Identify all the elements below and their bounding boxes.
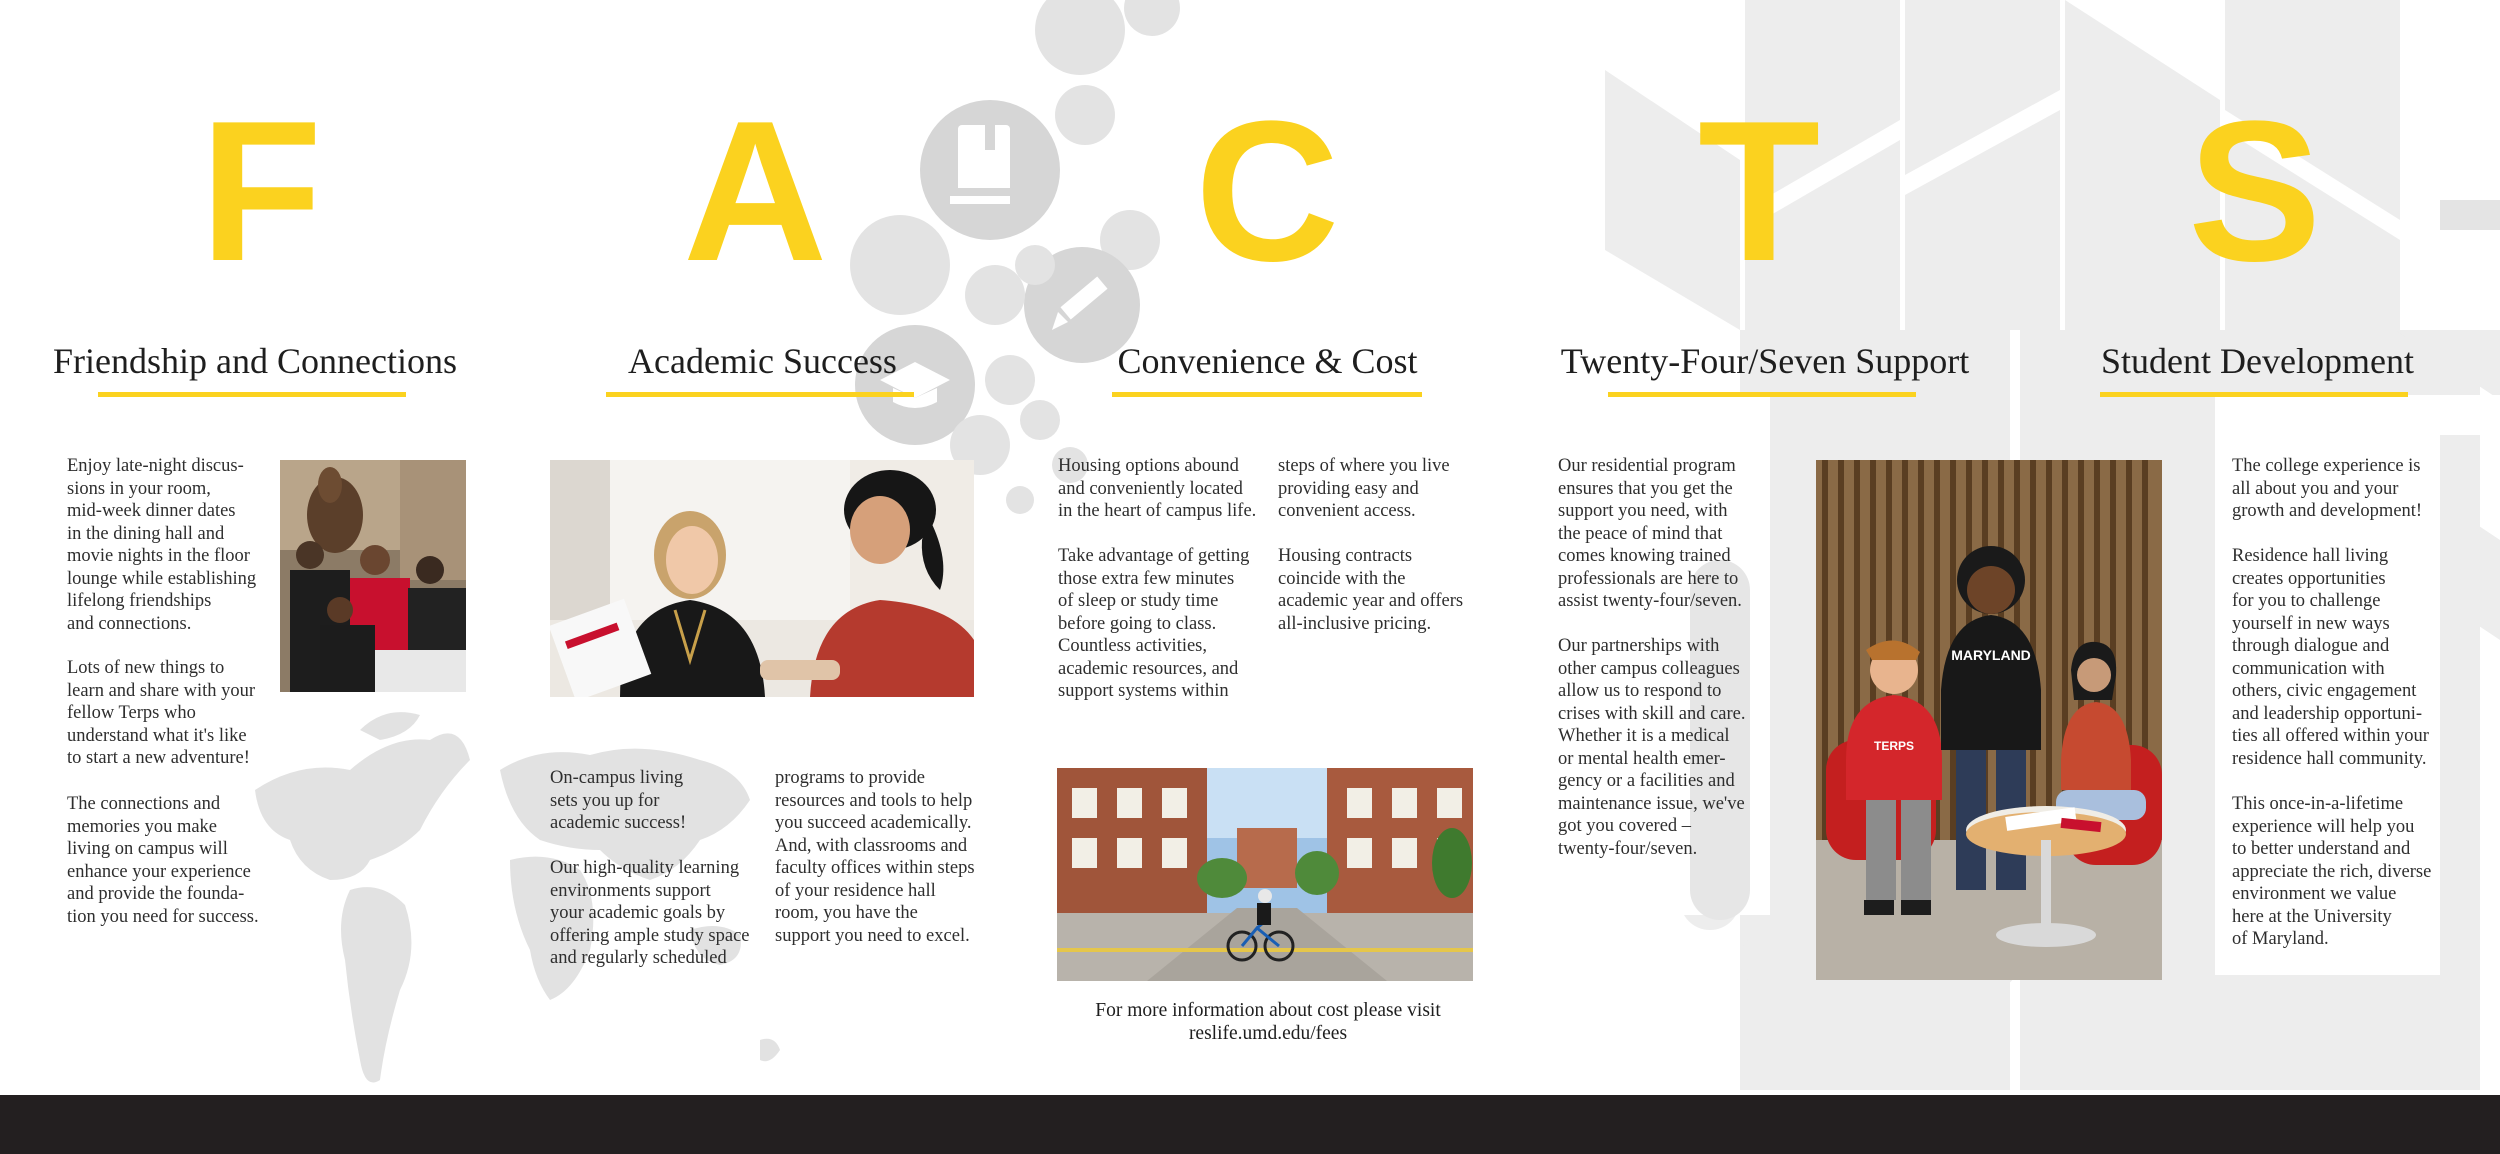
cost-info-text: For more information about cost please visit [1095,1000,1441,1021]
facts-letter-a: A [683,80,828,303]
academic-col1-paragraph-2: Our high-quality learning environments support your academic goals by offering ample study space and regularly scheduled [550,858,750,968]
title-underline [1112,392,1422,397]
section-title-friendship: Friendship and Connections [53,341,457,381]
cost-info-link[interactable]: reslife.umd.edu/fees [1188,1023,1348,1044]
photo-advisor-meeting [550,460,974,697]
academic-col2-paragraph: programs to provide resources and tools to help you succeed academically. And, with classrooms and faculty offices within steps of your residence hall room, you have the support you need to excel. [775,768,975,946]
development-paragraph-3: This once-in-a-lifetime experience will help you to better understand and appreciate the rich, diverse environment we value here at the University of Maryland. [2232,794,2432,949]
bubble-cluster [850,0,1180,514]
support-paragraph-2: Our partnerships with other campus colleagues allow us to respond to crises with skill and care. Whether it is a medical or mental health emer- gency or a facilities and maintenance issue, we've got you covered – twenty-four/seven. [1558,636,1746,859]
convenience-col1-paragraph-2: Take advantage of getting those extra few minutes of sleep or study time before going to class. Countless activities, academic resources, and support systems within [1058,546,1250,701]
title-underline [1608,392,1916,397]
section-title-development: Student Development [2101,341,2414,381]
academic-col1-paragraph-1: On-campus living sets you up for academic success! [550,768,687,833]
photo-students-lounge [1816,460,2162,980]
facts-letter-s: S [2188,80,2322,303]
title-underline [98,392,406,397]
book-icon [950,125,1018,204]
facts-letter-f: F [200,80,323,303]
friendship-paragraph-2: Lots of new things to learn and share with your fellow Terps who understand what it's like to start a new adventure! [67,658,256,768]
photo-students-with-mascot [280,460,466,692]
svg-text:TERPS: TERPS [1873,739,1915,753]
development-paragraph-2: Residence hall living creates opportunities for you to challenge yourself in new ways through dialogue and communication with others, civic engagement and leadership opportuni- ties all offered within your residence hall community. [2232,546,2429,769]
title-underline [2100,392,2408,397]
convenience-col1-paragraph-1: Housing options abound and conveniently located in the heart of campus life. [1058,456,1257,521]
convenience-col2-paragraph-2: Housing contracts coincide with the academic year and offers all-inclusive pricing. [1278,546,1464,634]
shirt-text: MARYLAND [1951,647,2031,663]
footer-bar [0,1095,2500,1154]
section-title-academic: Academic Success [628,341,897,381]
cost-info-note [1058,999,1478,1045]
support-paragraph-1: Our residential program ensures that you get the support you need, with the peace of mind that comes knowing trained professionals are here to assist twenty-four/seven. [1558,456,1742,611]
section-title-convenience: Convenience & Cost [1117,341,1418,381]
photo-campus-cyclist [1057,768,1473,981]
title-underline [606,392,914,397]
convenience-col2-paragraph-1: steps of where you live providing easy and convenient access. [1278,456,1450,521]
section-title-support: Twenty-Four/Seven Support [1560,341,1970,381]
facts-letter-t: T [1698,80,1821,303]
friendship-paragraph-1: Enjoy late-night discus- sions in your room, mid-week dinner dates in the dining hall and movie nights in the floor lounge while establishing lifelong friendships and connections. [67,456,257,634]
development-paragraph-1: The college experience is all about you and your growth and development! [2232,456,2423,521]
facts-letter-c: C [1195,80,1340,303]
friendship-paragraph-3: The connections and memories you make living on campus will enhance your experience and provide the founda- tion you need for success. [67,794,259,927]
